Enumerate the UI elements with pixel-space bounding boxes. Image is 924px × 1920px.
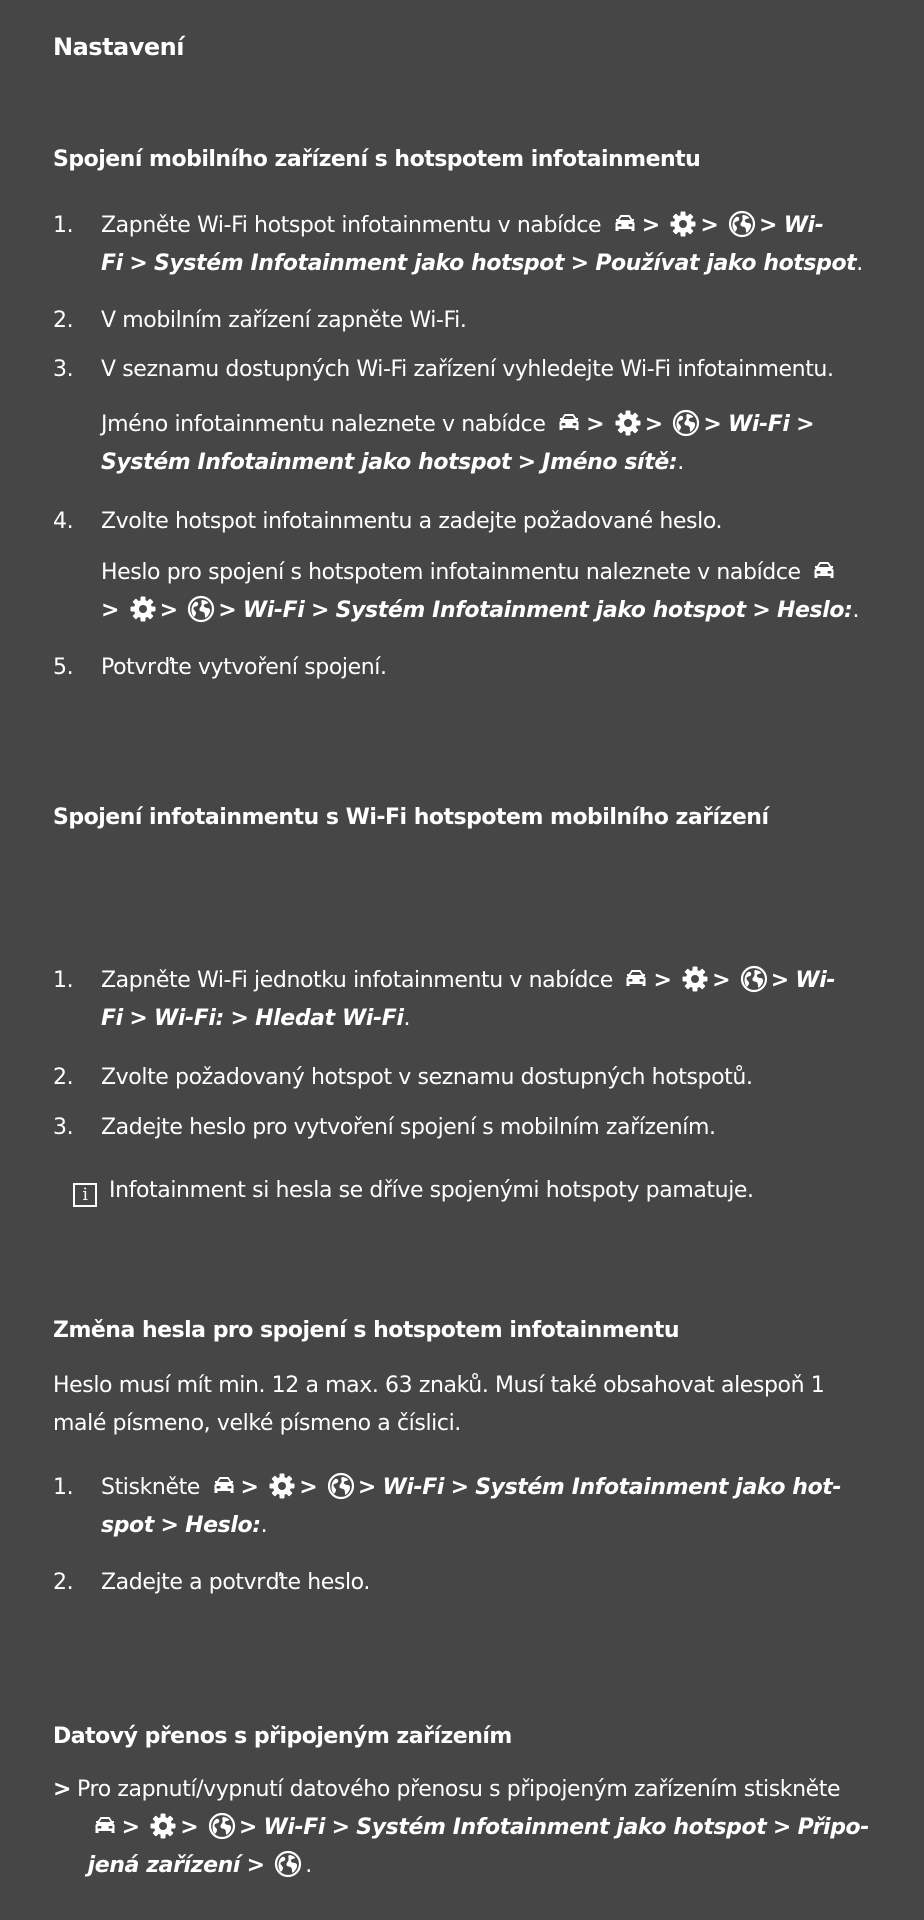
path-separator: >: [311, 598, 330, 623]
menu-path-item: Systém Infotainment jako hotspot: [101, 450, 512, 475]
menu-path-item: Wi-: [795, 968, 836, 993]
path-separator: >: [700, 213, 719, 238]
step-subtext: Heslo pro spojení s hotspotem infotainmentu naleznete v nabídce > > > Wi-Fi > Systém Infotainment jako hotspot > Heslo:.: [101, 554, 871, 630]
path-separator: >: [240, 1475, 259, 1500]
path-separator: >: [586, 412, 605, 437]
path-separator: >: [331, 1815, 350, 1840]
gear-icon: [681, 965, 709, 993]
step-number: 2.: [53, 1570, 74, 1595]
menu-path-item: Heslo:: [776, 598, 853, 623]
bullet-text: Pro zapnutí/vypnutí datového přenosu s připojeným zařízením stiskněte: [77, 1777, 841, 1802]
step-text: Zapněte Wi-Fi jednotku infotainmentu v nabídce: [101, 968, 613, 993]
menu-path-item: Heslo:: [185, 1513, 261, 1538]
menu-path-item: Systém Infotainment jako hotspot: [356, 1815, 767, 1840]
menu-path-item: Wi-Fi: [382, 1475, 444, 1500]
globe-icon: [740, 965, 768, 993]
step-text: V mobilním zařízení zapněte Wi-Fi.: [101, 308, 467, 333]
list-item: 1. Zapněte Wi-Fi jednotku infotainmentu v nabídce > > > Wi- Fi > Wi-Fi: > Hledat Wi-Fi.: [53, 962, 873, 1038]
path-separator: >: [230, 1006, 249, 1031]
path-separator: >: [357, 1475, 376, 1500]
menu-path-item: Fi: [101, 251, 123, 276]
menu-path-item: Wi-Fi: [263, 1815, 326, 1840]
path-separator: >: [517, 450, 536, 475]
menu-path-item: Používat jako hotspot: [595, 251, 857, 276]
path-separator: >: [752, 598, 771, 623]
list-item: [53, 503, 873, 541]
menu-path-item: Hledat Wi-Fi: [255, 1006, 404, 1031]
step-text: Stiskněte: [101, 1475, 200, 1500]
info-note: [73, 1172, 873, 1210]
bullet-marker: >: [53, 1777, 72, 1802]
list-item: [53, 649, 873, 687]
menu-path-item: Wi-: [783, 213, 824, 238]
path-separator: >: [570, 251, 589, 276]
path-separator: >: [703, 412, 722, 437]
car-icon: [91, 1812, 119, 1840]
step-number: 1.: [53, 213, 74, 238]
step-number: 4.: [53, 509, 74, 534]
globe-icon: [672, 409, 700, 437]
gear-icon: [149, 1812, 177, 1840]
menu-path-item: Wi-Fi: [728, 412, 790, 437]
intro-paragraph: Heslo musí mít min. 12 a max. 63 znaků. Musí také obsahovat alespoň 1 malé písmeno, velké písmeno a číslici.: [53, 1373, 825, 1436]
menu-path-item: Fi: [101, 1006, 123, 1031]
globe-icon: [208, 1812, 236, 1840]
globe-icon: [728, 210, 756, 238]
list-item: [53, 1564, 873, 1602]
list-item: [53, 351, 873, 389]
gear-icon: [669, 210, 697, 238]
step-subtext: Jméno infotainmentu naleznete v nabídce > > > Wi-Fi > Systém Infotainment jako hotspot > Jméno sítě:.: [101, 406, 871, 482]
path-separator: >: [796, 412, 815, 437]
path-separator: >: [641, 213, 660, 238]
car-icon: [810, 557, 838, 585]
car-icon: [210, 1472, 238, 1500]
menu-path-item: jená zařízení: [87, 1853, 240, 1878]
gear-icon: [129, 595, 157, 623]
section-heading-change-password: Změna hesla pro spojení s hotspotem infotainmentu: [53, 1318, 680, 1343]
section-heading-mobile-to-hotspot: Spojení mobilního zařízení s hotspotem infotainmentu: [53, 147, 701, 172]
list-item: [53, 302, 873, 340]
step-text: Zadejte a potvrďte heslo.: [101, 1570, 370, 1595]
section-heading-infotainment-to-mobile: Spojení infotainmentu s Wi-Fi hotspotem mobilního zařízení: [53, 805, 769, 830]
path-separator: >: [121, 1815, 140, 1840]
bullet-item: > Pro zapnutí/vypnutí datového přenosu s připojeným zařízením stiskněte > > > Wi-Fi > Systém Infotainment jako hotspot > Připo- jená zařízení > .: [53, 1777, 869, 1878]
path-separator: >: [180, 1815, 199, 1840]
gear-icon: [268, 1472, 296, 1500]
note-text: Infotainment si hesla se dříve spojenými hotspoty pamatuje.: [109, 1178, 754, 1203]
path-separator: >: [159, 598, 178, 623]
page-title: Nastavení: [53, 33, 184, 61]
globe-icon: [274, 1850, 302, 1878]
step-text: Zvolte požadovaný hotspot v seznamu dostupných hotspotů.: [101, 1065, 753, 1090]
path-separator: >: [246, 1853, 265, 1878]
path-separator: >: [129, 251, 148, 276]
step-text: Zvolte hotspot infotainmentu a zadejte požadované heslo.: [101, 509, 723, 534]
path-separator: >: [712, 968, 731, 993]
menu-path-item: Připo-: [797, 1815, 869, 1840]
step-text: V seznamu dostupných Wi-Fi zařízení vyhledejte Wi-Fi infotainmentu.: [101, 357, 834, 382]
menu-path-item: Wi-Fi:: [154, 1006, 224, 1031]
car-icon: [622, 965, 650, 993]
path-separator: >: [160, 1513, 179, 1538]
globe-icon: [187, 595, 215, 623]
list-item: [53, 1059, 873, 1097]
path-separator: >: [299, 1475, 318, 1500]
menu-path-item: Systém Infotainment jako hotspot: [154, 251, 565, 276]
path-separator: >: [653, 968, 672, 993]
step-number: 1.: [53, 1475, 74, 1500]
step-text: Zadejte heslo pro vytvoření spojení s mobilním zařízením.: [101, 1115, 716, 1140]
step-number: 1.: [53, 968, 74, 993]
path-separator: >: [129, 1006, 148, 1031]
globe-icon: [327, 1472, 355, 1500]
section-heading-data-transfer: Datový přenos s připojeným zařízením: [53, 1724, 512, 1749]
menu-path-item: Systém Infotainment jako hotspot: [335, 598, 746, 623]
info-icon: i: [73, 1183, 97, 1207]
car-icon: [555, 409, 583, 437]
path-separator: >: [644, 412, 663, 437]
path-separator: >: [450, 1475, 469, 1500]
menu-path-item: Systém Infotainment jako hot-: [475, 1475, 842, 1500]
step-text: Potvrďte vytvoření spojení.: [101, 655, 387, 680]
list-item: [53, 1109, 873, 1147]
step-number: 3.: [53, 1115, 74, 1140]
menu-path-item: spot: [101, 1513, 154, 1538]
menu-path-item: Wi-Fi: [242, 598, 305, 623]
path-separator: >: [101, 598, 120, 623]
step-number: 3.: [53, 357, 74, 382]
list-item: 1. Zapněte Wi-Fi hotspot infotainmentu v nabídce > > > Wi- Fi > Systém Infotainment jako hotspot > Používat jako hotspot.: [53, 207, 873, 283]
menu-path-item: Jméno sítě:: [542, 450, 678, 475]
step-text: Zapněte Wi-Fi hotspot infotainmentu v nabídce: [101, 213, 602, 238]
path-separator: >: [218, 598, 237, 623]
list-item: 1. Stiskněte > > > Wi-Fi > Systém Infotainment jako hot- spot > Heslo:.: [53, 1469, 873, 1545]
path-separator: >: [238, 1815, 257, 1840]
path-separator: >: [759, 213, 778, 238]
step-number: 5.: [53, 655, 74, 680]
step-number: 2.: [53, 1065, 74, 1090]
path-separator: >: [770, 968, 789, 993]
step-number: 2.: [53, 308, 74, 333]
gear-icon: [614, 409, 642, 437]
car-icon: [611, 210, 639, 238]
path-separator: >: [772, 1815, 791, 1840]
